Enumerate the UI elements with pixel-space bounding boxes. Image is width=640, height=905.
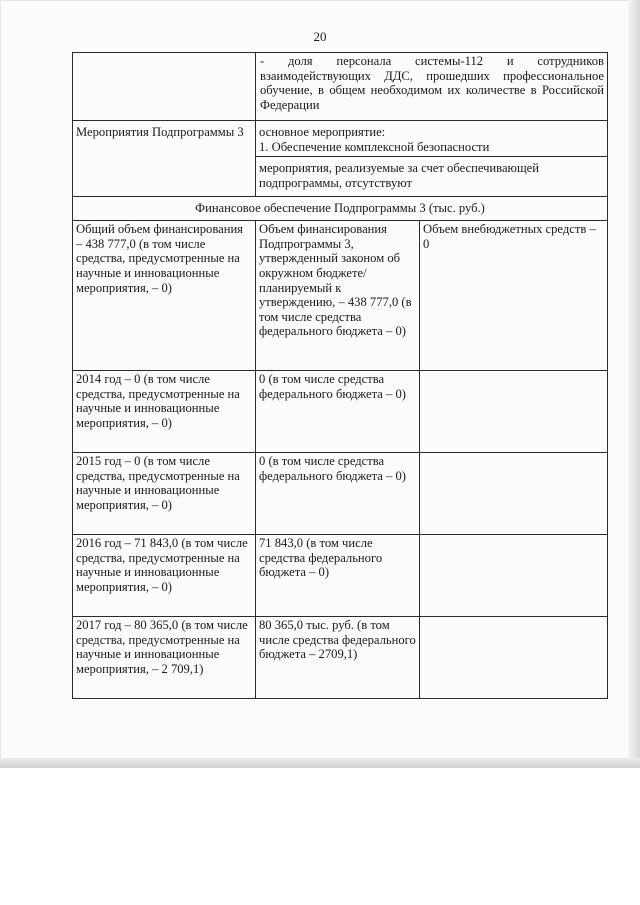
year-row xyxy=(73,535,608,617)
extrabudgetary-cell: Объем внебюджетных средств – 0 xyxy=(420,221,608,371)
year-total-cell: 2016 год – 71 843,0 (в том числе средства, предусмотренные на научные и инновационные мероприятия, – 0) xyxy=(73,535,256,617)
year-row xyxy=(73,371,608,453)
indicator-row xyxy=(73,53,608,121)
year-federal-cell: 0 (в том числе средства федерального бюджета – 0) xyxy=(256,371,420,453)
finance-total-row xyxy=(73,221,608,371)
year-extrabudgetary-cell xyxy=(420,535,608,617)
empty-cell xyxy=(73,53,256,121)
finance-heading-row xyxy=(73,197,608,221)
year-total-cell: 2017 год – 80 365,0 (в том числе средства, предусмотренные на научные и инновационные мероприятия, – 2 709,1) xyxy=(73,617,256,699)
main-activity-heading: основное мероприятие: xyxy=(259,125,386,139)
activities-note: мероприятия, реализуемые за счет обеспечивающей подпрограммы, отсутствуют xyxy=(256,157,608,197)
year-federal-cell: 80 365,0 тыс. руб. (в том числе средства федерального бюджета – 2709,1) xyxy=(256,617,420,699)
subprogram-passport-table xyxy=(72,52,608,699)
year-total-cell: 2014 год – 0 (в том числе средства, предусмотренные на научные и инновационные мероприятия, – 0) xyxy=(73,371,256,453)
indicator-text: - доля персонала системы-112 и сотрудников взаимодействующих ДДС, прошедших профессиональное обучение, в общем необходимом их количестве в Российской Федерации xyxy=(256,53,608,121)
approved-volume-cell: Объем финансирования Подпрограммы 3, утвержденный законом об окружном бюджете/планируемый к утверждению, – 438 777,0 (в том числе средства федерального бюджета – 0) xyxy=(256,221,420,371)
main-activity-item: 1. Обеспечение комплексной безопасности xyxy=(259,139,490,154)
year-extrabudgetary-cell xyxy=(420,617,608,699)
year-row xyxy=(73,453,608,535)
finance-heading: Финансовое обеспечение Подпрограммы 3 (тыс. руб.) xyxy=(73,197,608,221)
main-activity-cell xyxy=(256,121,608,157)
scan-edge-shadow-bottom xyxy=(0,758,640,768)
scan-edge-shadow-right xyxy=(628,0,640,768)
activities-row xyxy=(73,121,608,157)
year-federal-cell: 71 843,0 (в том числе средства федерального бюджета – 0) xyxy=(256,535,420,617)
page-number: 20 xyxy=(313,29,327,44)
year-extrabudgetary-cell xyxy=(420,453,608,535)
year-row xyxy=(73,617,608,699)
year-total-cell: 2015 год – 0 (в том числе средства, предусмотренные на научные и инновационные мероприятия, – 0) xyxy=(73,453,256,535)
year-extrabudgetary-cell xyxy=(420,371,608,453)
activities-label: Мероприятия Подпрограммы 3 xyxy=(73,121,256,197)
year-federal-cell: 0 (в том числе средства федерального бюджета – 0) xyxy=(256,453,420,535)
total-volume-cell: Общий объем финансирования – 438 777,0 (в том числе средства, предусмотренные на научные и инновационные мероприятия, – 0) xyxy=(73,221,256,371)
